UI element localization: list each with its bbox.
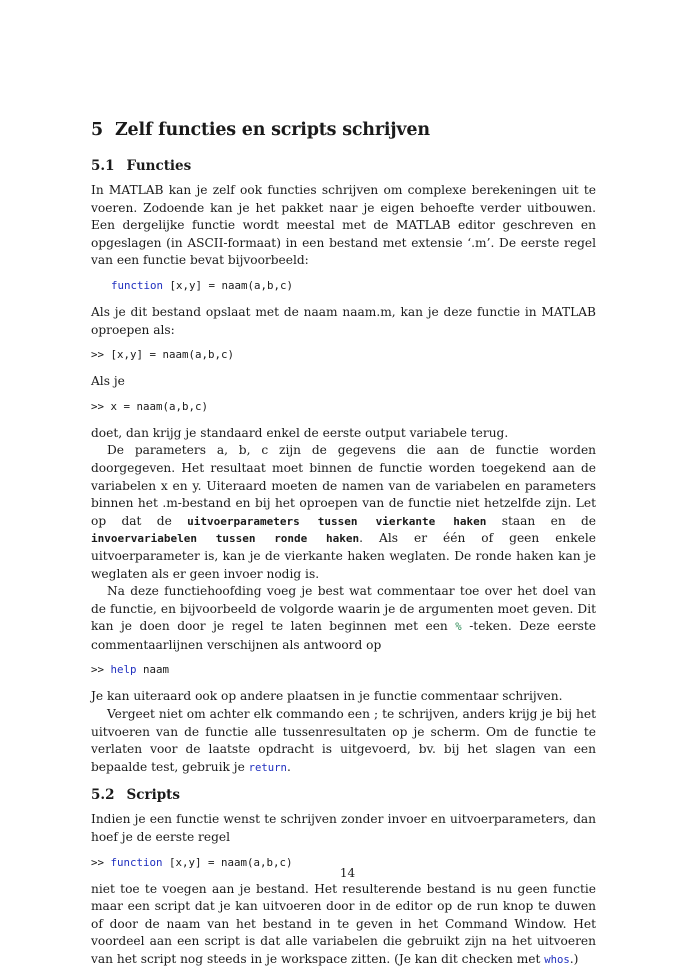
paragraph: Je kan uiteraard ook op andere plaatsen in je functie commentaar schrijven. (91, 689, 563, 704)
code-keyword: function (111, 278, 164, 292)
code-keyword: return (248, 761, 287, 774)
subsection-title: Scripts (126, 787, 180, 804)
text-span: . Als er één of geen enkele uitvoerparameter is, kan je de vierkante haken weglaten. De ronde haken kan je weglaten als er geen invoer nodig is. (91, 531, 596, 581)
bold-text: uitvoerparameters tussen vierkante haken (187, 514, 487, 528)
code-block (91, 663, 596, 676)
bold-text: invoervariabelen tussen ronde haken (91, 532, 360, 546)
paragraph: Indien je een functie wenst te schrijven zonder invoer en uitvoerparameters, dan hoef je de eerste regel (91, 812, 596, 845)
section-title: Zelf functies en scripts schrijven (114, 120, 430, 140)
subsection-number: 5.2 (91, 787, 115, 804)
text-span: -teken. Deze eerste commentaarlijnen verschijnen als antwoord op (91, 619, 597, 652)
code-block (91, 279, 596, 292)
text-span: staan en de (486, 513, 597, 528)
code-text: [x,y] = naam(a,b,c) (162, 855, 293, 869)
paragraph (91, 706, 596, 777)
text-span: niet toe te voegen aan je bestand. Het resulterende bestand is nu geen functie maar een script dat je kan uitvoeren door in de editor op de run knop te duwen of door de naam van het bestand in te geven in het Command Window. Het voordeel aan een script is dat alle variabelen die gebruikt zijn na het uitvoeren van het script nog steeds in je workspace zitten. (Je kan dit checken met (91, 881, 596, 966)
paragraph: In MATLAB kan je zelf ook functies schrijven om complexe berekeningen uit te voeren. Zodoende kan je het pakket naar je eigen behoefte verder uitbouwen. Een dergelijke functie wordt meestal met de MATLAB editor geschreven en opgeslagen (in ASCII-formaat) in een bestand met extensie ‘.m’. De eerste regel van een functie bevat bijvoorbeeld: (91, 183, 596, 268)
code-keyword: help (110, 663, 137, 677)
code-prompt: >> (91, 663, 111, 677)
code-text: naam (136, 663, 170, 677)
paragraph: doet, dan krijg je standaard enkel de eerste output variabele terug. (91, 425, 509, 440)
subsection-title: Functies (126, 158, 192, 174)
code-text: [x,y] = naam(a,b,c) (163, 278, 294, 292)
paragraph (91, 442, 596, 583)
text-span: .) (569, 952, 579, 966)
text-span: Na deze functiehoofding voeg je best wat commentaar toe over het doel van de functie, en bijvoorbeeld de volgorde waarin je de argumenten moet geven. Dit kan je doen door je regel te laten beginnen met een (91, 584, 596, 634)
code-prompt: >> (91, 855, 111, 869)
comment-symbol: % (455, 621, 462, 634)
section-number: 5 (91, 120, 103, 140)
text-span: Vergeet niet om achter elk commando een ; te schrijven, anders krijg je bij het uitvoeren van de functie alle tussenresultaten op je scherm. Om de functie te verlaten voor de laatste opdracht is uitgevoerd, bv. bij het slagen van een bepaalde test, gebruik je (91, 707, 596, 774)
subsection-heading-functies (91, 158, 596, 174)
text-span: . (286, 759, 291, 774)
subsection-number: 5.1 (91, 158, 115, 174)
paragraph: Als je dit bestand opslaat met de naam naam.m, kan je deze functie in MATLAB oproepen als: (91, 304, 596, 337)
code-keyword: function (110, 855, 163, 869)
code-keyword: whos (544, 954, 570, 966)
code-block: >> [x,y] = naam(a,b,c) (91, 348, 235, 362)
page-number: 14 (339, 866, 356, 880)
subsection-heading-scripts (91, 787, 596, 803)
paragraph: Als je (91, 374, 125, 389)
code-block: >> x = naam(a,b,c) (91, 399, 209, 413)
page-content (91, 120, 596, 970)
section-heading (91, 120, 596, 140)
text-span: De parameters a, b, c zijn de gegevens die aan de functie worden doorgegeven. Het resultaat moet binnen de functie worden toegekend aan de variabelen x en y. Uiteraard moeten de namen van de variabelen en parameters binnen het .m-bestand en bij het oproepen van de functie niet hetzelfde zijn. Let op dat de (91, 443, 596, 528)
paragraph (91, 583, 596, 654)
paragraph (91, 881, 596, 970)
